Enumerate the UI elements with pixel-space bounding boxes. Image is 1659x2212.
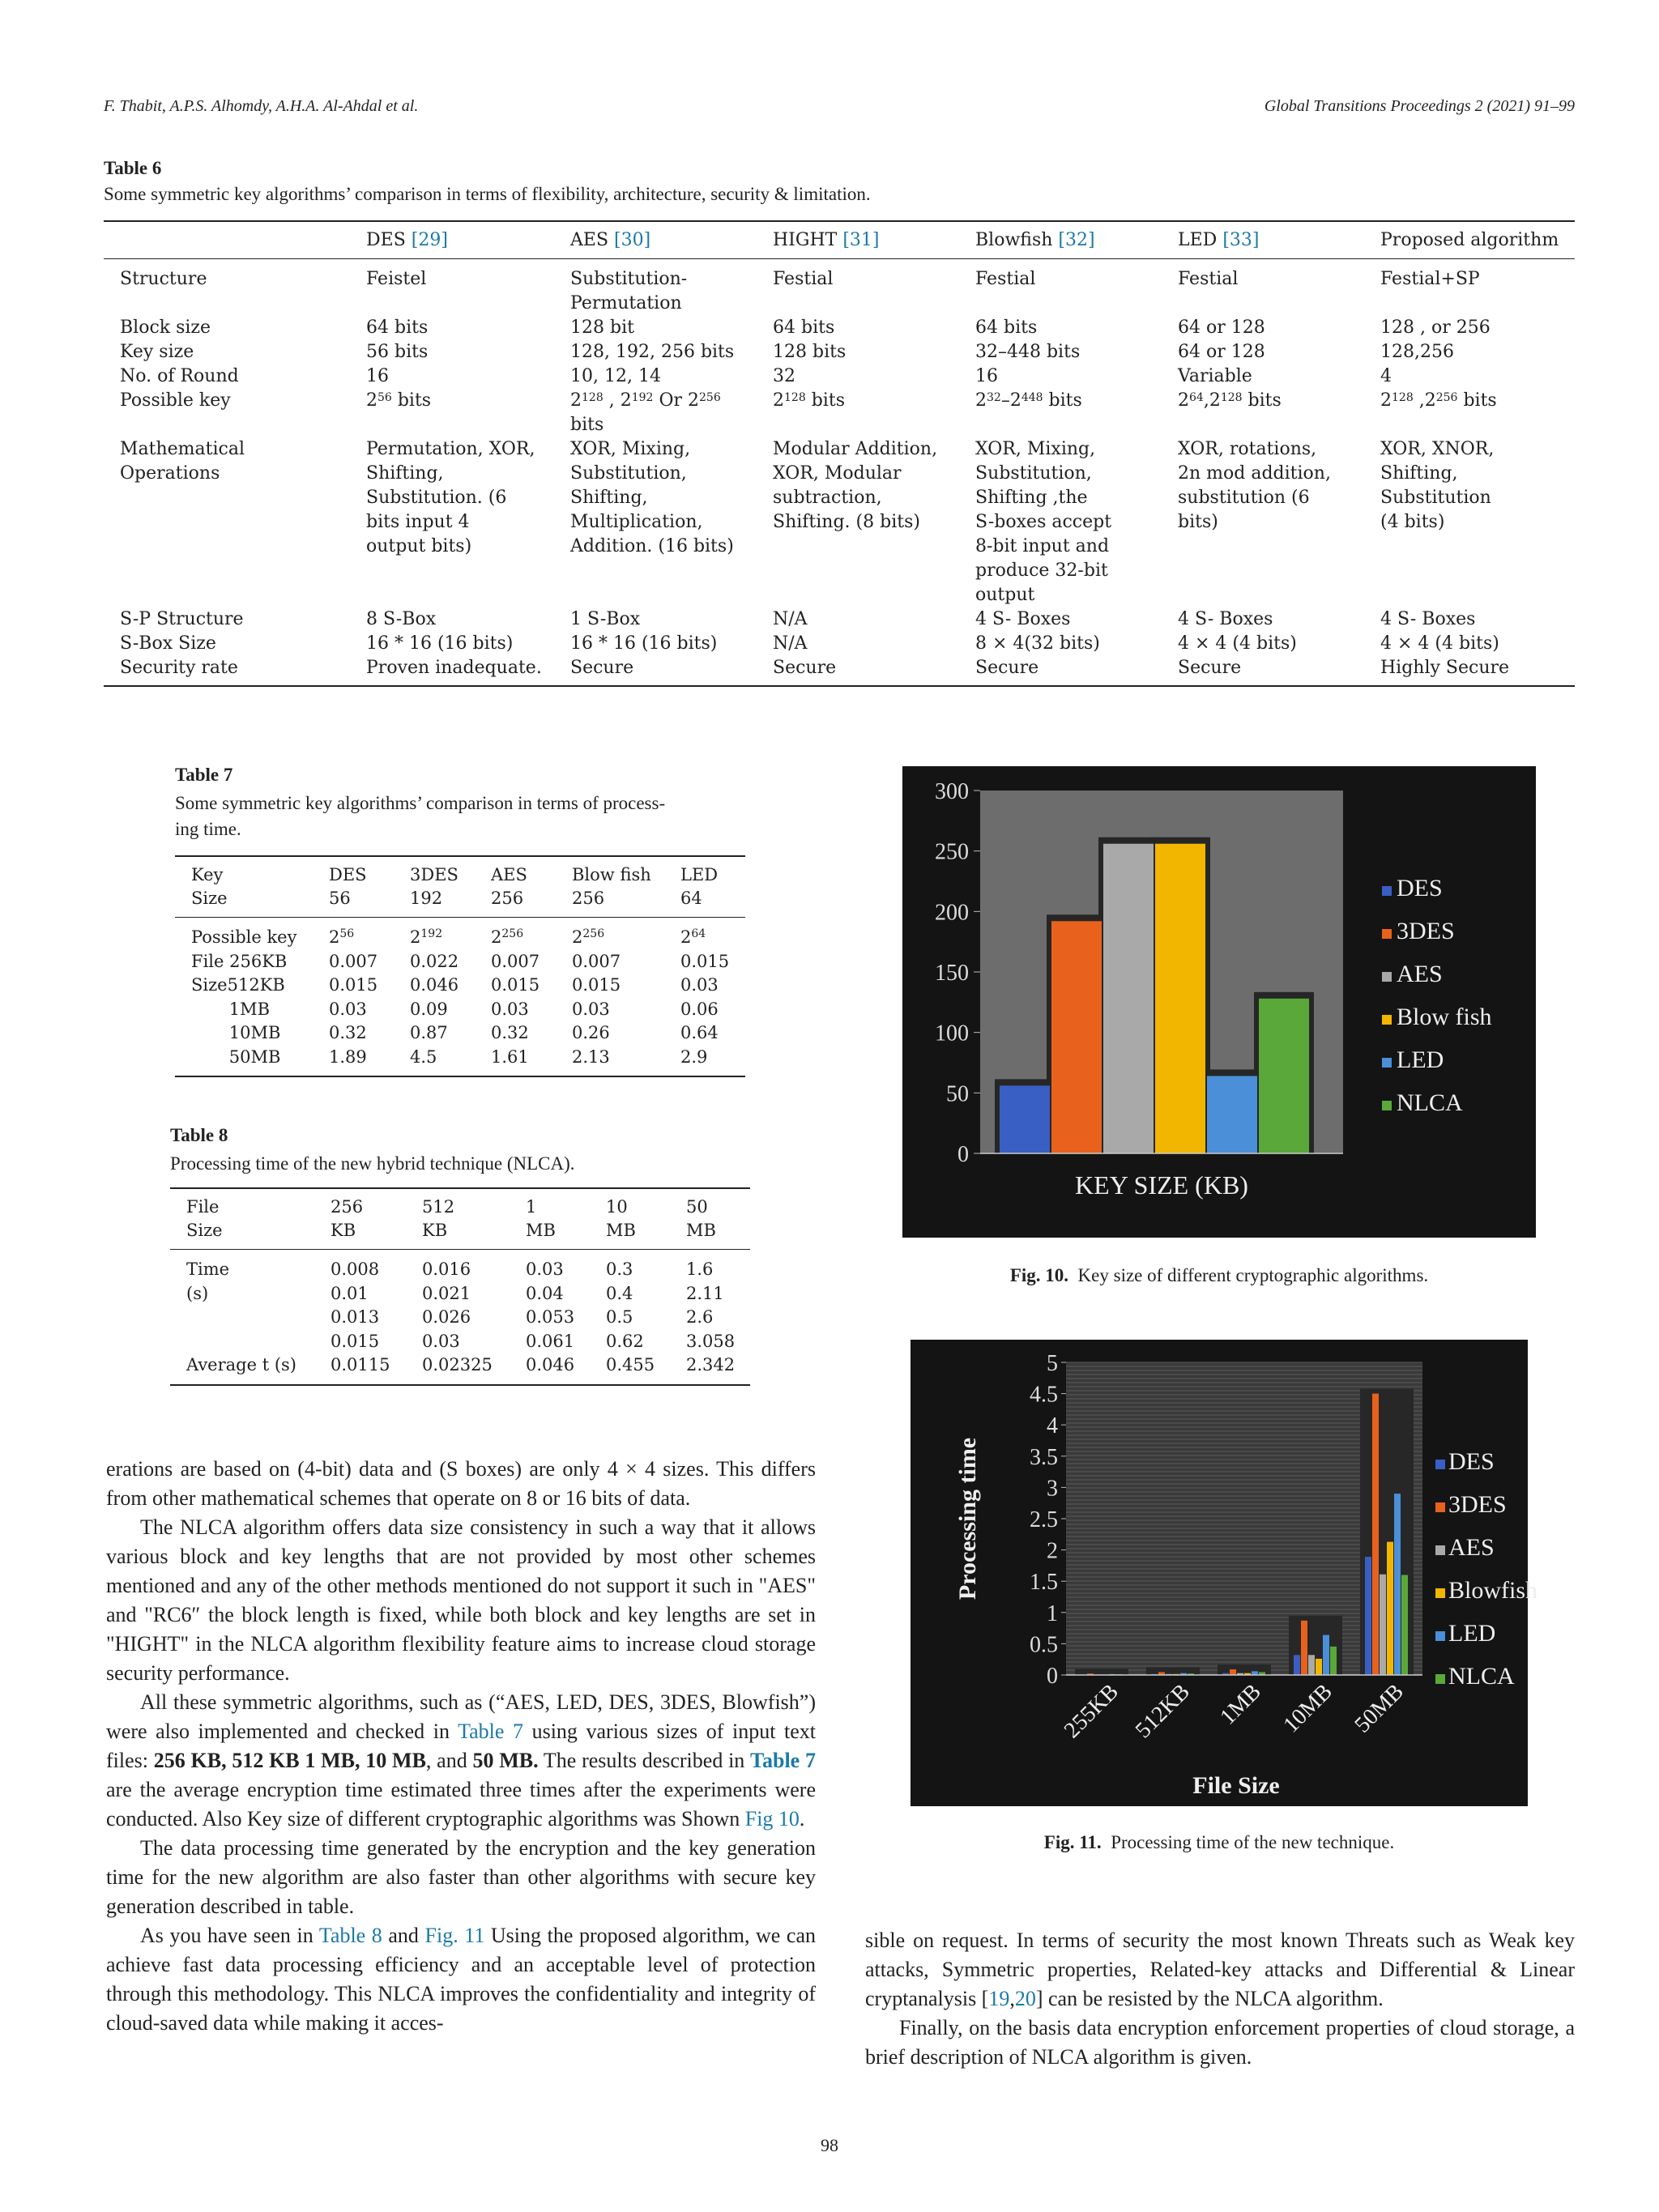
body-left-para-5: As you have seen in Table 8 and Fig. 11 Using the proposed algorithm, we can achieve fast data processing efficiency and an acceptable level of protection through this methodology. This NLCA improves the confidentiality and integrity of cloud-saved data while making it acces- [106, 1924, 817, 2035]
table6-row [104, 389, 1575, 437]
table8-cell: 1.6 [686, 1259, 714, 1279]
table8-cell: 3.058 [686, 1331, 736, 1351]
table6-cell: 4 S- Boxes [1178, 609, 1273, 629]
table7-row [175, 950, 745, 974]
table6-header-1: AES [30] [554, 222, 757, 259]
table6-cell: XOR, rotations, 2n mod addition, substitution (6 bits) [1178, 439, 1331, 532]
table8-header-row [170, 1189, 750, 1250]
table7-cell: $2^{64}$ [680, 927, 706, 947]
table6-cell: N/A [773, 609, 808, 629]
table6-cell: XOR, Mixing, Substitution, Shifting ,the S-boxes accept 8-bit input and produce 32-bit output [975, 439, 1112, 605]
fig10-legend-swatch [1382, 929, 1392, 939]
fig11-bar [1316, 1659, 1322, 1675]
table6-cell: 128 bit [570, 318, 634, 338]
fig10-y-tick-label: 50 [946, 1081, 969, 1107]
fig10-caption [902, 1265, 1536, 1286]
table8-cell: Average t (s) [186, 1355, 296, 1375]
fig11-legend-swatch [1435, 1460, 1445, 1469]
table7-cell: 2.13 [572, 1046, 610, 1067]
table6-cell: $2^{128}$ , $2^{192}$ Or $2^{256}$ bits [570, 390, 721, 435]
fig11-x-tick-label: 1MB [1215, 1679, 1266, 1730]
fig10-bar [1155, 844, 1205, 1153]
table8-cell: 0.061 [526, 1331, 575, 1351]
table6-cell: $2^{56}$ bits [366, 390, 432, 411]
table7-cell: 0.03 [572, 999, 610, 1019]
table6-cell: Modular Addition, XOR, Modular subtraction, Shifting. (8 bits) [773, 439, 938, 532]
table6-header-2: HIGHT [31] [757, 222, 959, 259]
fig11-legend-label: AES [1448, 1534, 1495, 1561]
table6-cell: 128, 192, 256 bits [570, 342, 735, 362]
table8-cell: 0.015 [331, 1331, 380, 1351]
table7-cell: 0.015 [329, 975, 378, 995]
table7-cell: 0.87 [410, 1023, 448, 1042]
table7-cell: 0.015 [491, 975, 540, 995]
table6-label: Table 6 [104, 158, 162, 178]
table6-header-5: Proposed algorithm [1364, 222, 1575, 259]
table6-cell: 16 * 16 (16 bits) [366, 633, 514, 654]
table6-row [104, 437, 1575, 607]
table6-cell: 64 or 128 [1178, 318, 1265, 338]
body-left-para-4: The data processing time generated by the encryption and the key generation time for the new algorithm are also faster than other algorithms with secure key generation described in table. [106, 1836, 816, 1918]
table6-cell: XOR, Mixing, Substitution, Shifting, Multiplication, Addition. (16 bits) [570, 439, 734, 556]
table7-cell: 50MB [191, 1046, 281, 1067]
fig10-svg [902, 766, 1536, 1238]
table8-row [170, 1250, 750, 1282]
table8-label: Table 8 [170, 1125, 228, 1145]
fig11-y-tick-label: 1 [1047, 1600, 1058, 1626]
fig11-y-tick-label: 2.5 [1030, 1507, 1058, 1532]
table8-cell: 0.026 [422, 1307, 471, 1327]
table6-cell: 16 * 16 (16 bits) [570, 633, 718, 654]
page-number: 98 [821, 2135, 838, 2155]
table8-header-cell: 10 MB [590, 1189, 670, 1250]
table7-header-cell: AES 256 [475, 857, 556, 918]
fig11-legend-swatch [1435, 1674, 1445, 1684]
table8-row [170, 1353, 750, 1384]
citation-link[interactable]: 19 [988, 1987, 1010, 2010]
table6-row-label: S-P Structure [120, 609, 244, 629]
table6-cell: $2^{128}$ bits [773, 390, 845, 411]
table7-cell: 0.007 [491, 951, 540, 971]
table6-row-label: Mathematical Operations [120, 439, 245, 484]
fig11-bar [1230, 1669, 1236, 1675]
table6-cell: 128 , or 256 [1380, 318, 1491, 338]
table6-cell: 4 × 4 (4 bits) [1380, 633, 1499, 654]
table6-cell: $2^{128}$ $,2^{256}$ bits [1380, 390, 1497, 411]
fig10-y-tick-label: 250 [935, 839, 969, 865]
table8-cell: 0.02325 [422, 1355, 493, 1375]
table6-row [104, 364, 1575, 389]
fig11-y-tick-label: 1.5 [1030, 1570, 1058, 1596]
table6-row-label: No. of Round [120, 366, 239, 386]
fig11-legend-swatch [1435, 1502, 1445, 1512]
table6-header-0: DES [29] [350, 222, 554, 259]
table8 [170, 1187, 750, 1386]
table6-cell: Permutation, XOR, Shifting, Substitution. (6 bits input 4 output bits) [366, 439, 535, 556]
citation-link[interactable]: [31] [842, 230, 880, 250]
table8-cell: 0.04 [526, 1283, 564, 1303]
body-right-column [865, 1926, 1575, 2072]
table6-cell: 64 bits [366, 318, 429, 338]
table6-cell: 4 S- Boxes [975, 609, 1071, 629]
table7-cell: 0.32 [491, 1023, 529, 1042]
fig10-chart [902, 766, 1536, 1238]
table8-cell: 0.62 [606, 1331, 644, 1351]
fig11-bar [1301, 1621, 1307, 1675]
table7-cell: 0.03 [329, 999, 367, 1019]
table8-cell: 0.016 [422, 1259, 471, 1279]
table7-cell: 0.022 [410, 951, 459, 971]
fig10-y-tick-label: 150 [935, 961, 969, 986]
fig11-y-tick-label: 4 [1047, 1413, 1058, 1439]
table7 [175, 855, 745, 1077]
table7-cell: 1MB [191, 999, 271, 1019]
fig11-x-tick-label: 512KB [1130, 1679, 1195, 1744]
table7-cell: Size512KB [191, 975, 285, 995]
fig11-y-tick-label: 3 [1047, 1476, 1058, 1502]
table6-row-label: Key size [120, 342, 194, 362]
table7-header-cell: Key Size [175, 857, 313, 918]
table6-row-label: S-Box Size [120, 633, 216, 654]
fig11-legend-label: LED [1448, 1620, 1496, 1647]
body-left-column [106, 1455, 816, 2038]
table7-cell: $2^{256}$ [491, 927, 524, 947]
fig10-legend-swatch [1382, 1101, 1392, 1110]
fig10-bar [1207, 1076, 1257, 1153]
table6-header-row [104, 222, 1575, 259]
running-header-authors: F. Thabit, A.P.S. Alhomdy, A.H.A. Al-Ahdal et al. [104, 97, 419, 115]
table8-cell: 2.342 [686, 1355, 736, 1375]
table6-cell: 128 bits [773, 342, 847, 362]
table6-caption: Some symmetric key algorithms’ comparison in terms of flexibility, architecture, security & limitation. [104, 184, 871, 204]
table8-cell [170, 1306, 314, 1330]
table7-header-cell: Blow fish 256 [556, 857, 664, 918]
citation-link[interactable]: [33] [1222, 230, 1260, 250]
table7-header-cell: LED 64 [664, 857, 745, 918]
fig11-x-tick-label: 50MB [1350, 1679, 1409, 1738]
fig11-legend-label: 3DES [1448, 1491, 1507, 1518]
table8-row [170, 1282, 750, 1306]
table-link[interactable]: Table 8 [318, 1924, 382, 1947]
fig11-legend-label: Blowfish [1448, 1577, 1538, 1604]
fig11-chart [911, 1340, 1538, 1806]
fig11-y-tick-label: 5 [1047, 1351, 1058, 1376]
fig11-bar [1308, 1655, 1315, 1675]
table7-row [175, 998, 745, 1022]
table6-row [104, 656, 1575, 685]
table6 [104, 220, 1575, 687]
table6-cell: 128,256 [1380, 342, 1454, 362]
table7-cell: 0.015 [680, 951, 730, 971]
citation-link[interactable]: [30] [614, 230, 651, 250]
fig10-bar [1000, 1085, 1050, 1153]
fig10-legend-label: LED [1397, 1046, 1444, 1073]
table6-cell: Secure [570, 658, 634, 678]
fig10-legend-label: Blow fish [1397, 1004, 1492, 1030]
table7-header-row [175, 857, 745, 918]
fig11-legend-label: DES [1448, 1448, 1495, 1475]
table6-row-label: Block size [120, 318, 211, 338]
table8-cell: 2.6 [686, 1307, 714, 1327]
fig10-label: Fig. 10. [1009, 1265, 1069, 1285]
fig10-y-tick-label: 0 [957, 1142, 969, 1167]
table6-cell: 32 [773, 366, 795, 386]
table8-caption: Processing time of the new hybrid technique (NLCA). [170, 1153, 575, 1174]
fig10-legend-swatch [1382, 1058, 1392, 1068]
body-left-para-2: The NLCA algorithm offers data size consistency in such a way that it allows various block and key lengths that are not provided by most other schemes mentioned and any of the other methods mentioned do not support it such in "AES" and "RC6″ the block length is fixed, while both block and key lengths are set in "HIGHT" in the NLCA algorithm flexibility feature aims to increase cloud storage security performance. [106, 1515, 816, 1685]
table7-cell: 0.007 [572, 951, 621, 971]
table6-cell: Festial [773, 269, 834, 289]
fig11-bar [1294, 1655, 1300, 1675]
table8-row [170, 1330, 750, 1354]
table7-cell: 1.89 [329, 1046, 367, 1067]
body-right-para-2: Finally, on the basis data encryption enforcement properties of cloud storage, a brief description of NLCA algorithm is given. [865, 2016, 1575, 2069]
fig11-y-tick-label: 4.5 [1030, 1382, 1058, 1408]
table8-header-cell: File Size [170, 1189, 314, 1250]
table8-header-cell: 50 MB [670, 1189, 750, 1250]
figure-link[interactable]: Fig. 11 [424, 1924, 485, 1947]
table7-label: Table 7 [175, 765, 233, 785]
table6-cell: 64 or 128 [1178, 342, 1265, 362]
table8-cell: (s) [186, 1283, 209, 1303]
table7-cell: 0.046 [410, 975, 459, 995]
table7-header-cell: 3DES 192 [394, 857, 475, 918]
fig11-y-tick-label: 0 [1047, 1664, 1058, 1689]
table7-cell: $2^{56}$ [329, 927, 355, 947]
fig10-y-tick-label: 100 [935, 1021, 969, 1046]
table6-row [104, 632, 1575, 656]
table-link[interactable]: Table 7 [458, 1720, 524, 1743]
table6-cell: Secure [975, 658, 1039, 678]
fig11-bar [1372, 1394, 1379, 1675]
table8-cell: 0.03 [422, 1331, 460, 1351]
table8-header-cell: 1 MB [510, 1189, 590, 1250]
table8-cell: 0.3 [606, 1259, 633, 1279]
table6-cell: 4 [1380, 366, 1392, 386]
fig11-legend-swatch [1435, 1631, 1445, 1641]
table6-cell: 32–448 bits [975, 342, 1081, 362]
fig11-x-tick-label: 255KB [1059, 1679, 1124, 1744]
table7-row [175, 918, 745, 950]
table6-header-4: LED [33] [1162, 222, 1364, 259]
fig10-y-tick-label: 200 [935, 900, 969, 926]
table6-cell: Festial+SP [1380, 269, 1480, 289]
table7-cell: 0.03 [491, 999, 529, 1019]
bold-text: 50 MB. [472, 1749, 539, 1772]
table7-row [175, 1046, 745, 1076]
fig11-label: Fig. 11. [1043, 1832, 1102, 1852]
table8-cell: Time [186, 1259, 230, 1279]
table6-cell: 16 [975, 366, 998, 386]
table6-cell: Feistel [366, 269, 427, 289]
table7-cell: 0.06 [680, 999, 719, 1019]
table7-cell: 0.03 [680, 975, 719, 995]
fig11-bar [1330, 1647, 1337, 1675]
fig10-bar [1103, 844, 1154, 1153]
table6-row [104, 607, 1575, 632]
table8-row [170, 1306, 750, 1330]
fig10-legend-label: 3DES [1397, 918, 1455, 944]
table6-cell: 56 bits [366, 342, 429, 362]
fig11-caption [911, 1832, 1528, 1853]
fig10-caption-text: Key size of different cryptographic algorithms. [1077, 1265, 1429, 1285]
table6-cell: Substitution- Permutation [570, 269, 688, 313]
fig11-group-shadow [1075, 1669, 1128, 1675]
table7-cell: $2^{256}$ [572, 927, 605, 947]
table8-cell: 0.021 [422, 1283, 471, 1303]
fig10-legend-label: DES [1397, 875, 1443, 901]
table6-cell: 1 S-Box [570, 609, 641, 629]
table6-cell: Festial [975, 269, 1036, 289]
table7-cell: 0.26 [572, 1023, 610, 1042]
table7-cell: 10MB [191, 1023, 281, 1042]
table6-cell: Highly Secure [1380, 658, 1510, 678]
table6-cell: Secure [773, 658, 837, 678]
body-left-para-3: All these symmetric algorithms, such as (“AES, LED, DES, 3DES, Blowfish”) were also implemented and checked in Table 7 using various sizes of input text files: 256 KB, 512 KB 1 MB, 10 MB, and 50 MB. The results described in Table 7 are the average encryption time estimated three times after the experiments were conducted. Also Key size of different cryptographic algorithms was Shown Fig 10. [106, 1690, 816, 1831]
table8-cell: 0.03 [526, 1259, 564, 1279]
table6-cell: 4 S- Boxes [1380, 609, 1476, 629]
table8-cell: 0.008 [331, 1259, 380, 1279]
fig11-legend-label: NLCA [1448, 1663, 1515, 1690]
table6-cell: 10, 12, 14 [570, 366, 661, 386]
fig10-bar [1051, 921, 1102, 1153]
table6-row-label: Security rate [120, 658, 238, 678]
table6-cell: 16 [366, 366, 389, 386]
table6-row-label: Structure [120, 269, 207, 289]
fig11-y-label: Processing time [954, 1437, 981, 1600]
table6-header-blank [104, 222, 350, 259]
citation-link[interactable]: 20 [1014, 1987, 1036, 2010]
table7-header-cell: DES 56 [313, 857, 394, 918]
table7-cell: 0.007 [329, 951, 378, 971]
fig11-y-tick-label: 2 [1047, 1538, 1058, 1564]
table6-cell: 8 S-Box [366, 609, 437, 629]
table6-cell: 8 × 4(32 bits) [975, 633, 1100, 654]
body-left-para-1: erations are based on (4-bit) data and (S boxes) are only 4 × 4 sizes. This differs from other mathematical schemes that operate on 8 or 16 bits of data. [106, 1457, 816, 1510]
table6-cell: 64 bits [773, 318, 835, 338]
figure-link[interactable]: Fig 10 [744, 1807, 800, 1831]
table7-cell: 0.015 [572, 975, 621, 995]
table6-row-label: Possible key [120, 390, 231, 411]
bold-text: 256 KB, 512 KB 1 MB, 10 MB [153, 1749, 426, 1772]
table6-cell: $2^{32}-2^{448}$ bits [975, 390, 1082, 411]
table8-cell: 2.11 [686, 1283, 724, 1303]
table6-cell: N/A [773, 633, 808, 654]
fig11-bar [1380, 1575, 1386, 1675]
fig11-x-tick-label: 10MB [1278, 1679, 1337, 1738]
citation-link[interactable]: [32] [1058, 230, 1095, 250]
table6-cell: Proven inadequate. [366, 658, 542, 678]
table8-cell: 0.0115 [331, 1355, 390, 1375]
table6-row [104, 316, 1575, 340]
fig11-caption-text: Processing time of the new technique. [1111, 1832, 1395, 1852]
table7-cell: Possible key [191, 927, 297, 947]
fig11-bar [1394, 1494, 1401, 1675]
table6-header-3: Blowfish [32] [959, 222, 1162, 259]
table7-caption: Some symmetric key algorithms’ comparison in terms of process- ing time. [175, 793, 666, 839]
table8-cell [170, 1330, 314, 1354]
table7-row [175, 1021, 745, 1046]
fig11-bar [1387, 1542, 1393, 1675]
fig10-bar [1259, 999, 1309, 1153]
fig10-x-label: KEY SIZE (KB) [1075, 1170, 1248, 1200]
table7-cell: 0.09 [410, 999, 448, 1019]
fig11-y-tick-label: 0.5 [1030, 1632, 1058, 1658]
fig10-legend-swatch [1382, 886, 1392, 896]
table8-header-cell: 256 KB [314, 1189, 406, 1250]
fig10-y-tick-label: 300 [935, 779, 969, 804]
fig11-bar [1323, 1635, 1329, 1675]
table7-cell: $2^{192}$ [410, 927, 443, 947]
fig11-bar [1365, 1557, 1371, 1675]
table7-cell: 1.61 [491, 1046, 529, 1067]
table8-cell: 0.01 [331, 1283, 369, 1303]
table7-cell: 0.32 [329, 1023, 367, 1042]
table6-row [104, 259, 1575, 317]
table6-cell: 4 × 4 (4 bits) [1178, 633, 1297, 654]
fig11-legend-swatch [1435, 1545, 1445, 1555]
table6-cell: Secure [1178, 658, 1242, 678]
fig10-legend-swatch [1382, 972, 1392, 982]
fig10-legend-swatch [1382, 1015, 1392, 1025]
table-link[interactable]: Table 7 [750, 1749, 816, 1772]
table6-cell: Festial [1178, 269, 1239, 289]
table6-cell: $2^{64},2^{128}$ bits [1178, 390, 1282, 411]
fig11-x-label: File Size [1192, 1772, 1280, 1799]
fig10-legend-label: AES [1397, 961, 1443, 987]
fig10-legend-label: NLCA [1397, 1089, 1463, 1116]
running-header-journal: Global Transitions Proceedings 2 (2021) 91–99 [1264, 97, 1575, 115]
fig11-legend-swatch [1435, 1588, 1445, 1598]
table7-cell: File 256KB [191, 951, 288, 971]
table7-cell: 2.9 [680, 1046, 708, 1067]
table6-cell: XOR, XNOR, Shifting, Substitution (4 bits) [1380, 439, 1495, 532]
body-right-para-1: sible on request. In terms of security the most known Threats such as Weak key attacks, Symmetric properties, Related-key attacks and Differential & Linear cryptanalysis [19,20] can be resisted by the NLCA algorithm. [865, 1929, 1575, 2010]
table6-cell: Variable [1178, 366, 1252, 386]
table8-cell: 0.5 [606, 1307, 633, 1327]
table8-header-cell: 512 KB [406, 1189, 510, 1250]
fig11-svg [911, 1340, 1538, 1806]
table8-cell: 0.455 [606, 1355, 655, 1375]
table6-row [104, 340, 1575, 364]
table8-cell: 0.046 [526, 1355, 575, 1375]
fig11-y-tick-label: 3.5 [1030, 1444, 1058, 1470]
table8-cell: 0.4 [606, 1283, 633, 1303]
table8-cell: 0.053 [526, 1307, 575, 1327]
table6-cell: 64 bits [975, 318, 1038, 338]
citation-link[interactable]: [29] [411, 230, 448, 250]
table7-cell: 0.64 [680, 1023, 719, 1042]
table7-row [175, 974, 745, 998]
table8-cell: 0.013 [331, 1307, 380, 1327]
fig11-bar [1401, 1575, 1408, 1675]
table7-cell: 4.5 [410, 1046, 437, 1067]
